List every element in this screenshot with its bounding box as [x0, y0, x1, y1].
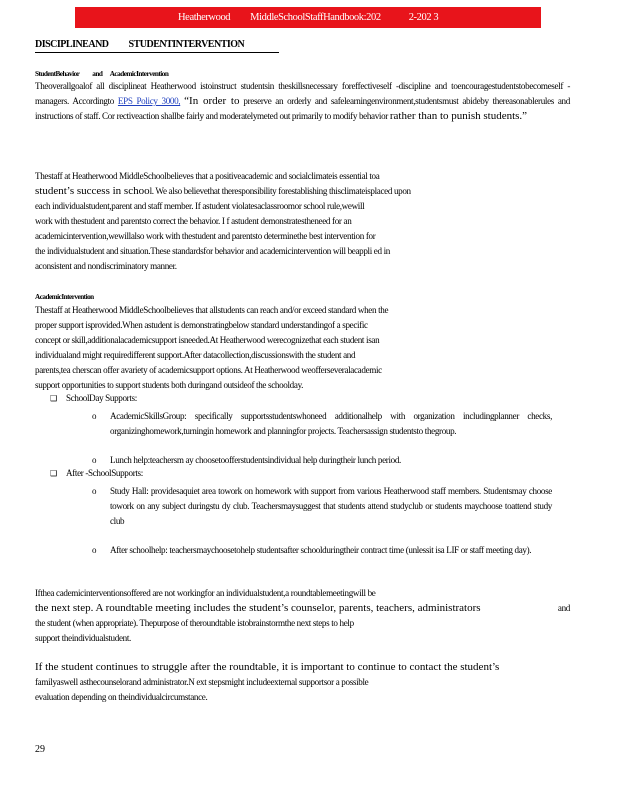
square-bullet-icon: ❑: [50, 394, 57, 403]
circle-bullet-icon: o: [92, 545, 97, 555]
text-line: Ifthea cademicinterventionsoffered are not workingfor an individualstudent,a roundtablemeetingwill be: [35, 588, 376, 598]
text-line: [35, 184, 570, 199]
quote-end: rather than to punish students.”: [389, 110, 528, 122]
text-line: If the student continues to struggle after the roundtable, it is important to continue to contact the student’s: [35, 661, 500, 673]
bullet-school-day: [50, 393, 137, 403]
circle-bullet-icon: o: [92, 455, 97, 465]
section-heading-student-behavior: StudentBehavior and AcademicIntervention: [35, 70, 169, 78]
header-handbook: MiddleSchoolStaffHandbook:202: [250, 12, 381, 23]
school-day-label: SchoolDay Supports:: [66, 393, 137, 403]
bullet-study-hall: [92, 484, 552, 529]
text-line: support opportunities to support students both duringand outsideof the schoolday.: [35, 380, 304, 390]
bullet-after-school-help: [92, 543, 552, 558]
header-year: 2-202 3: [408, 12, 439, 23]
roundtable-text: the next step. A roundtable meeting includes the student’s counselor, parents, teachers, administrators: [35, 602, 481, 614]
title-underline: [35, 52, 279, 53]
header-bar: [75, 7, 541, 28]
goal-text-cont: preserve an orderly and safelearningenvironment,studentsmust abideby thereasonablerules and instructions of staff. Cor rectiveaction shallbe fairly and moderatelymeted out primarily to modify behavior: [35, 96, 570, 121]
square-bullet-icon: ❑: [50, 469, 57, 478]
page-title: DISCIPLINEAND STUDENTINTERVENTION: [35, 39, 245, 50]
text-line: concept or skill,additionalacademicsupport isneeded.At Heatherwood werecognizethat each student isan: [35, 335, 380, 345]
text-line: each individualstudent,parent and staff member. If astudent violatesaclassroomor school rule,wewill: [35, 201, 365, 211]
quote-open: “In order to: [184, 95, 240, 107]
text-line: familyaswell asthecounselorand administrator.N ext stepsmight includeexternal supportsor a possible: [35, 677, 369, 687]
text-span: l. We also believethat theresponsibility forestablishing thisclimateisplaced upon: [149, 186, 411, 196]
text-line: proper support isprovided.When astudent is demonstratingbelow standard understandingof a specific: [35, 320, 368, 330]
after-school-label: After -SchoolSupports:: [66, 468, 143, 478]
paragraph-academic-intervention: [35, 303, 570, 393]
section-heading-academic-intervention: AcademicIntervention: [35, 293, 94, 301]
text-line: [35, 601, 570, 616]
header-school: Heatherwood: [178, 12, 231, 23]
text-line: individualand might requiredifferent support.After datacollection,discussionswith the student and: [35, 350, 356, 360]
bullet-after-school: [50, 468, 143, 478]
lunch-help-text: Lunch help:teachersm ay choosetoofferstudentsindividual help duringtheir lunch period.: [110, 455, 401, 465]
text-line: parents,tea cherscan offer avariety of academicsupport options. At Heatherwood weofferseveralacademic: [35, 365, 382, 375]
text-line: aconsistent and nondiscriminatory manner.: [35, 261, 177, 271]
after-school-help-text: After schoolhelp: teachersmaychoosetohelp studentsafter schoolduringtheir contract time (unlessit isa LIF or staff meeting day).: [110, 545, 532, 555]
eps-policy-link[interactable]: EPS Policy 3000,: [117, 96, 181, 106]
text-line: support theindividualstudent.: [35, 633, 131, 643]
bullet-lunch-help: [92, 453, 552, 468]
text-line: the student (when appropriate). Thepurpose of theroundtable istobrainstormthe next steps to help: [35, 618, 354, 628]
page-number: 29: [35, 744, 45, 755]
paragraph-roundtable: [35, 586, 570, 646]
study-hall-text: Study Hall: providesaquiet area towork on homework with support from various Heatherwood staff members. Studentsmay choose towork on any subject duringstu dy club. Teachersmaysuggest that students attend studyclub or students maychoose toattend study club: [110, 486, 552, 526]
text-line: evaluation depending on theindividualcircumstance.: [35, 692, 208, 702]
text-line: academicintervention,wewillalso work with thestudent and parentsto determinethe best intervention for: [35, 231, 376, 241]
text-line: work with thestudent and parentsto correct the behavior. I f astudent demonstratestheneed for an: [35, 216, 352, 226]
text-line: Thestaff at Heatherwood MiddleSchoolbelieves that allstudents can reach and/or exceed standard when the: [35, 305, 389, 315]
text-line: Thestaff at Heatherwood MiddleSchoolbelieves that a positiveacademic and socialclimateis essential toa: [35, 171, 380, 181]
text-span: and: [557, 603, 570, 613]
text-line: the individualstudent and situation.These standardsfor behavior and academicintervention will beappli ed in: [35, 246, 390, 256]
student-success-text: student’s success in schoo: [35, 185, 150, 197]
paragraph-staff-believes: [35, 169, 570, 274]
circle-bullet-icon: o: [92, 411, 97, 421]
paragraph-overall-goal: [35, 79, 570, 124]
bullet-academic-skills: [92, 409, 552, 439]
paragraph-continue-struggle: [35, 660, 570, 705]
goal-text: Theoverallgoalof all disciplineat Heatherwood istoinstruct studentsin theskillsnecessary foreffectiveself -discipline and toencouragestudentstobecomeself -managers. Accordingto: [35, 81, 570, 106]
circle-bullet-icon: o: [92, 486, 97, 496]
academic-skills-text: AcademicSkillsGroup: specifically supportsstudentswhoneed additionalhelp with organization includingplanner checks, organizinghomework,turningin homework and planningfor projects. Teachersassign studentsto thegroup.: [110, 411, 552, 436]
